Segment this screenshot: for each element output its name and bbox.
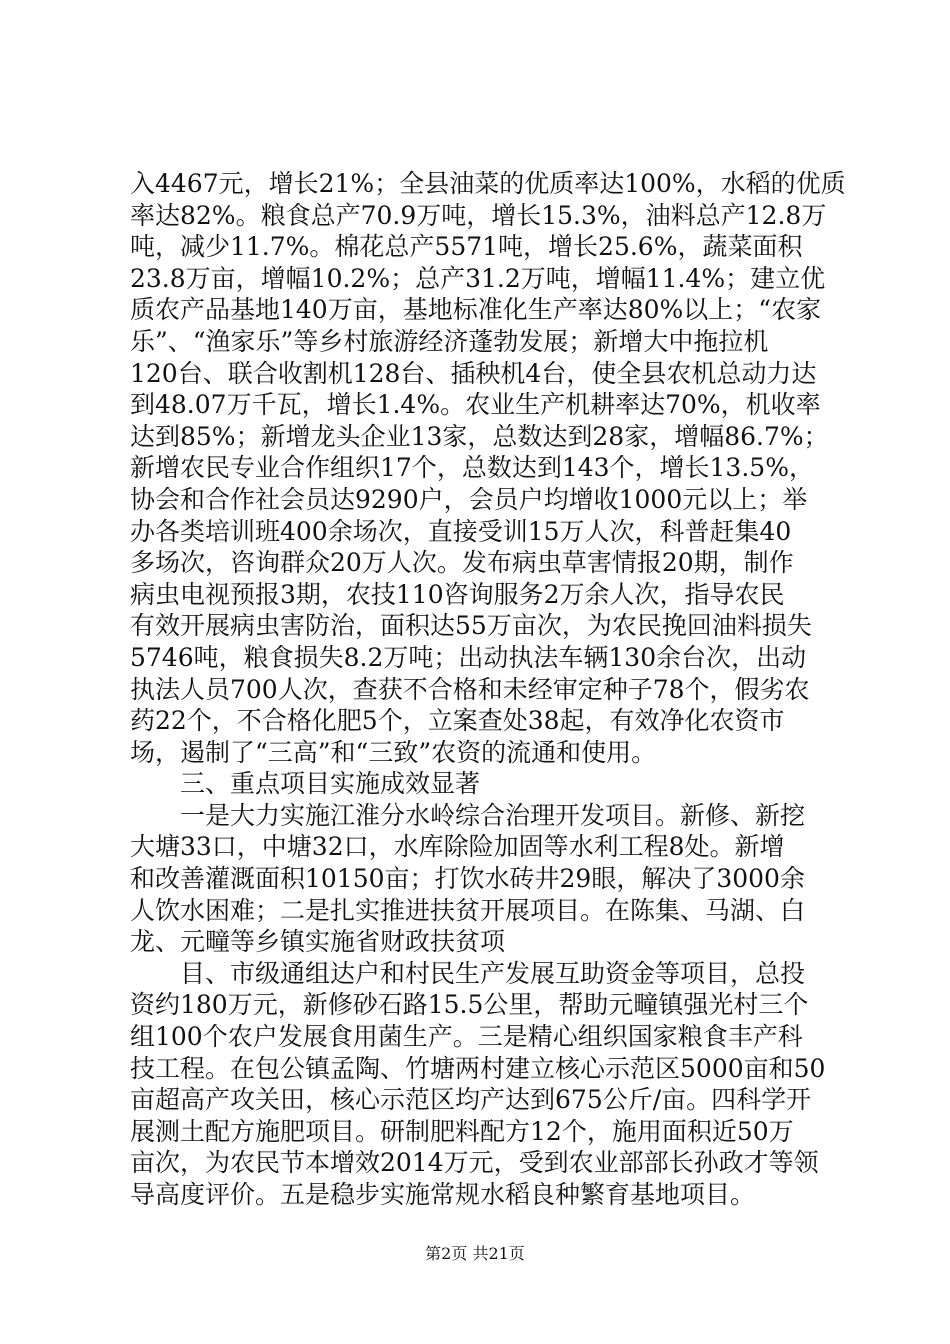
text-line: 多场次，咨询群众20万人次。发布病虫草害情报20期，制作 [130, 548, 794, 578]
document-body [130, 168, 846, 1211]
text-line: 乐”、“渔家乐”等乡村旅游经济蓬勃发展；新增大中拖拉机 [130, 326, 769, 356]
text-line: 资约180万元，新修砂石路15.5公里，帮助元疃镇强光村三个 [130, 990, 809, 1020]
paragraph-start-line: 目、市级通组达户和村民生产发展互助资金等项目，总投 [180, 958, 806, 988]
section-heading: 三、重点项目实施成效显著 [180, 769, 481, 799]
text-line: 协会和合作社会员达9290户，会员户均增收1000元以上；举 [130, 484, 808, 514]
text-line: 导高度评价。五是稳步实施常规水稻良种繁育基地项目。 [130, 1180, 756, 1209]
text-line: 病虫电视预报3期，农技110咨询服务2万余人次，指导农民 [130, 579, 785, 609]
text-line: 到48.07万千瓦，增长1.4%。农业生产机耕率达70%，机收率 [130, 390, 821, 420]
text-line: 达到85%；新增龙头企业13家，总数达到28家，增幅86.7%； [130, 421, 829, 451]
text-line: 人饮水困难；二是扎实推进扶贫开展项目。在陈集、马湖、白 [130, 895, 806, 925]
text-line: 吨，减少11.7%。棉花总产5571吨，增长25.6%，蔬菜面积 [130, 232, 803, 262]
text-line: 23.8万亩，增幅10.2%；总产31.2万吨，增幅11.4%；建立优 [130, 263, 826, 293]
text-line: 率达82%。粮食总产70.9万吨，增长15.3%，油料总产12.8万 [130, 200, 827, 230]
text-line: 药22个，不合格化肥5个，立案查处38起，有效净化农资市 [130, 706, 785, 736]
text-line: 展测土配方施肥项目。研制肥料配方12个，施用面积近50万 [130, 1116, 794, 1146]
text-line: 大塘33口，中塘32口，水库除险加固等水利工程8处。新增 [130, 832, 785, 862]
text-line: 亩超高产攻关田，核心示范区均产达到675公斤/亩。四科学开 [130, 1085, 812, 1115]
text-line: 120台、联合收割机128台、插秧机4台，使全县农机总动力达 [130, 358, 817, 388]
text-line: 质农产品基地140万亩，基地标准化生产率达80%以上；“农家 [130, 295, 822, 325]
text-line: 5746吨，粮食损失8.2万吨；出动执法车辆130余台次，出动 [130, 642, 807, 672]
text-line: 组100个农户发展食用菌生产。三是精心组织国家粮食丰产科 [130, 1022, 803, 1052]
text-line: 新增农民专业合作组织17个，总数达到143个，增长13.5%， [130, 453, 814, 483]
text-line: 执法人员700人次，查获不合格和未经审定种子78个，假劣农 [130, 674, 810, 704]
text-line: 办各类培训班400余场次，直接受训15万人次，科普赶集40 [130, 516, 792, 546]
text-line: 入4467元，增长21%；全县油菜的优质率达100%，水稻的优质 [130, 169, 846, 198]
page-number-label: 第2页 共21页 [425, 1244, 525, 1263]
paragraph-start-line: 一是大力实施江淮分水岭综合治理开发项目。新修、新挖 [180, 800, 806, 830]
text-line: 龙、元疃等乡镇实施省财政扶贫项 [130, 927, 506, 957]
text-line: 有效开展病虫害防治，面积达55万亩次，为农民挽回油料损失 [130, 611, 812, 641]
text-line: 场，遏制了“三高”和“三致”农资的流通和使用。 [130, 737, 657, 767]
text-line: 亩次，为农民节本增效2014万元，受到农业部部长孙政才等领 [130, 1148, 819, 1178]
page-footer [0, 1244, 950, 1264]
text-line: 技工程。在包公镇孟陶、竹塘两村建立核心示范区5000亩和50 [130, 1053, 826, 1083]
text-line: 和改善灌溉面积10150亩；打饮水砖井29眼，解决了3000余 [130, 864, 805, 894]
